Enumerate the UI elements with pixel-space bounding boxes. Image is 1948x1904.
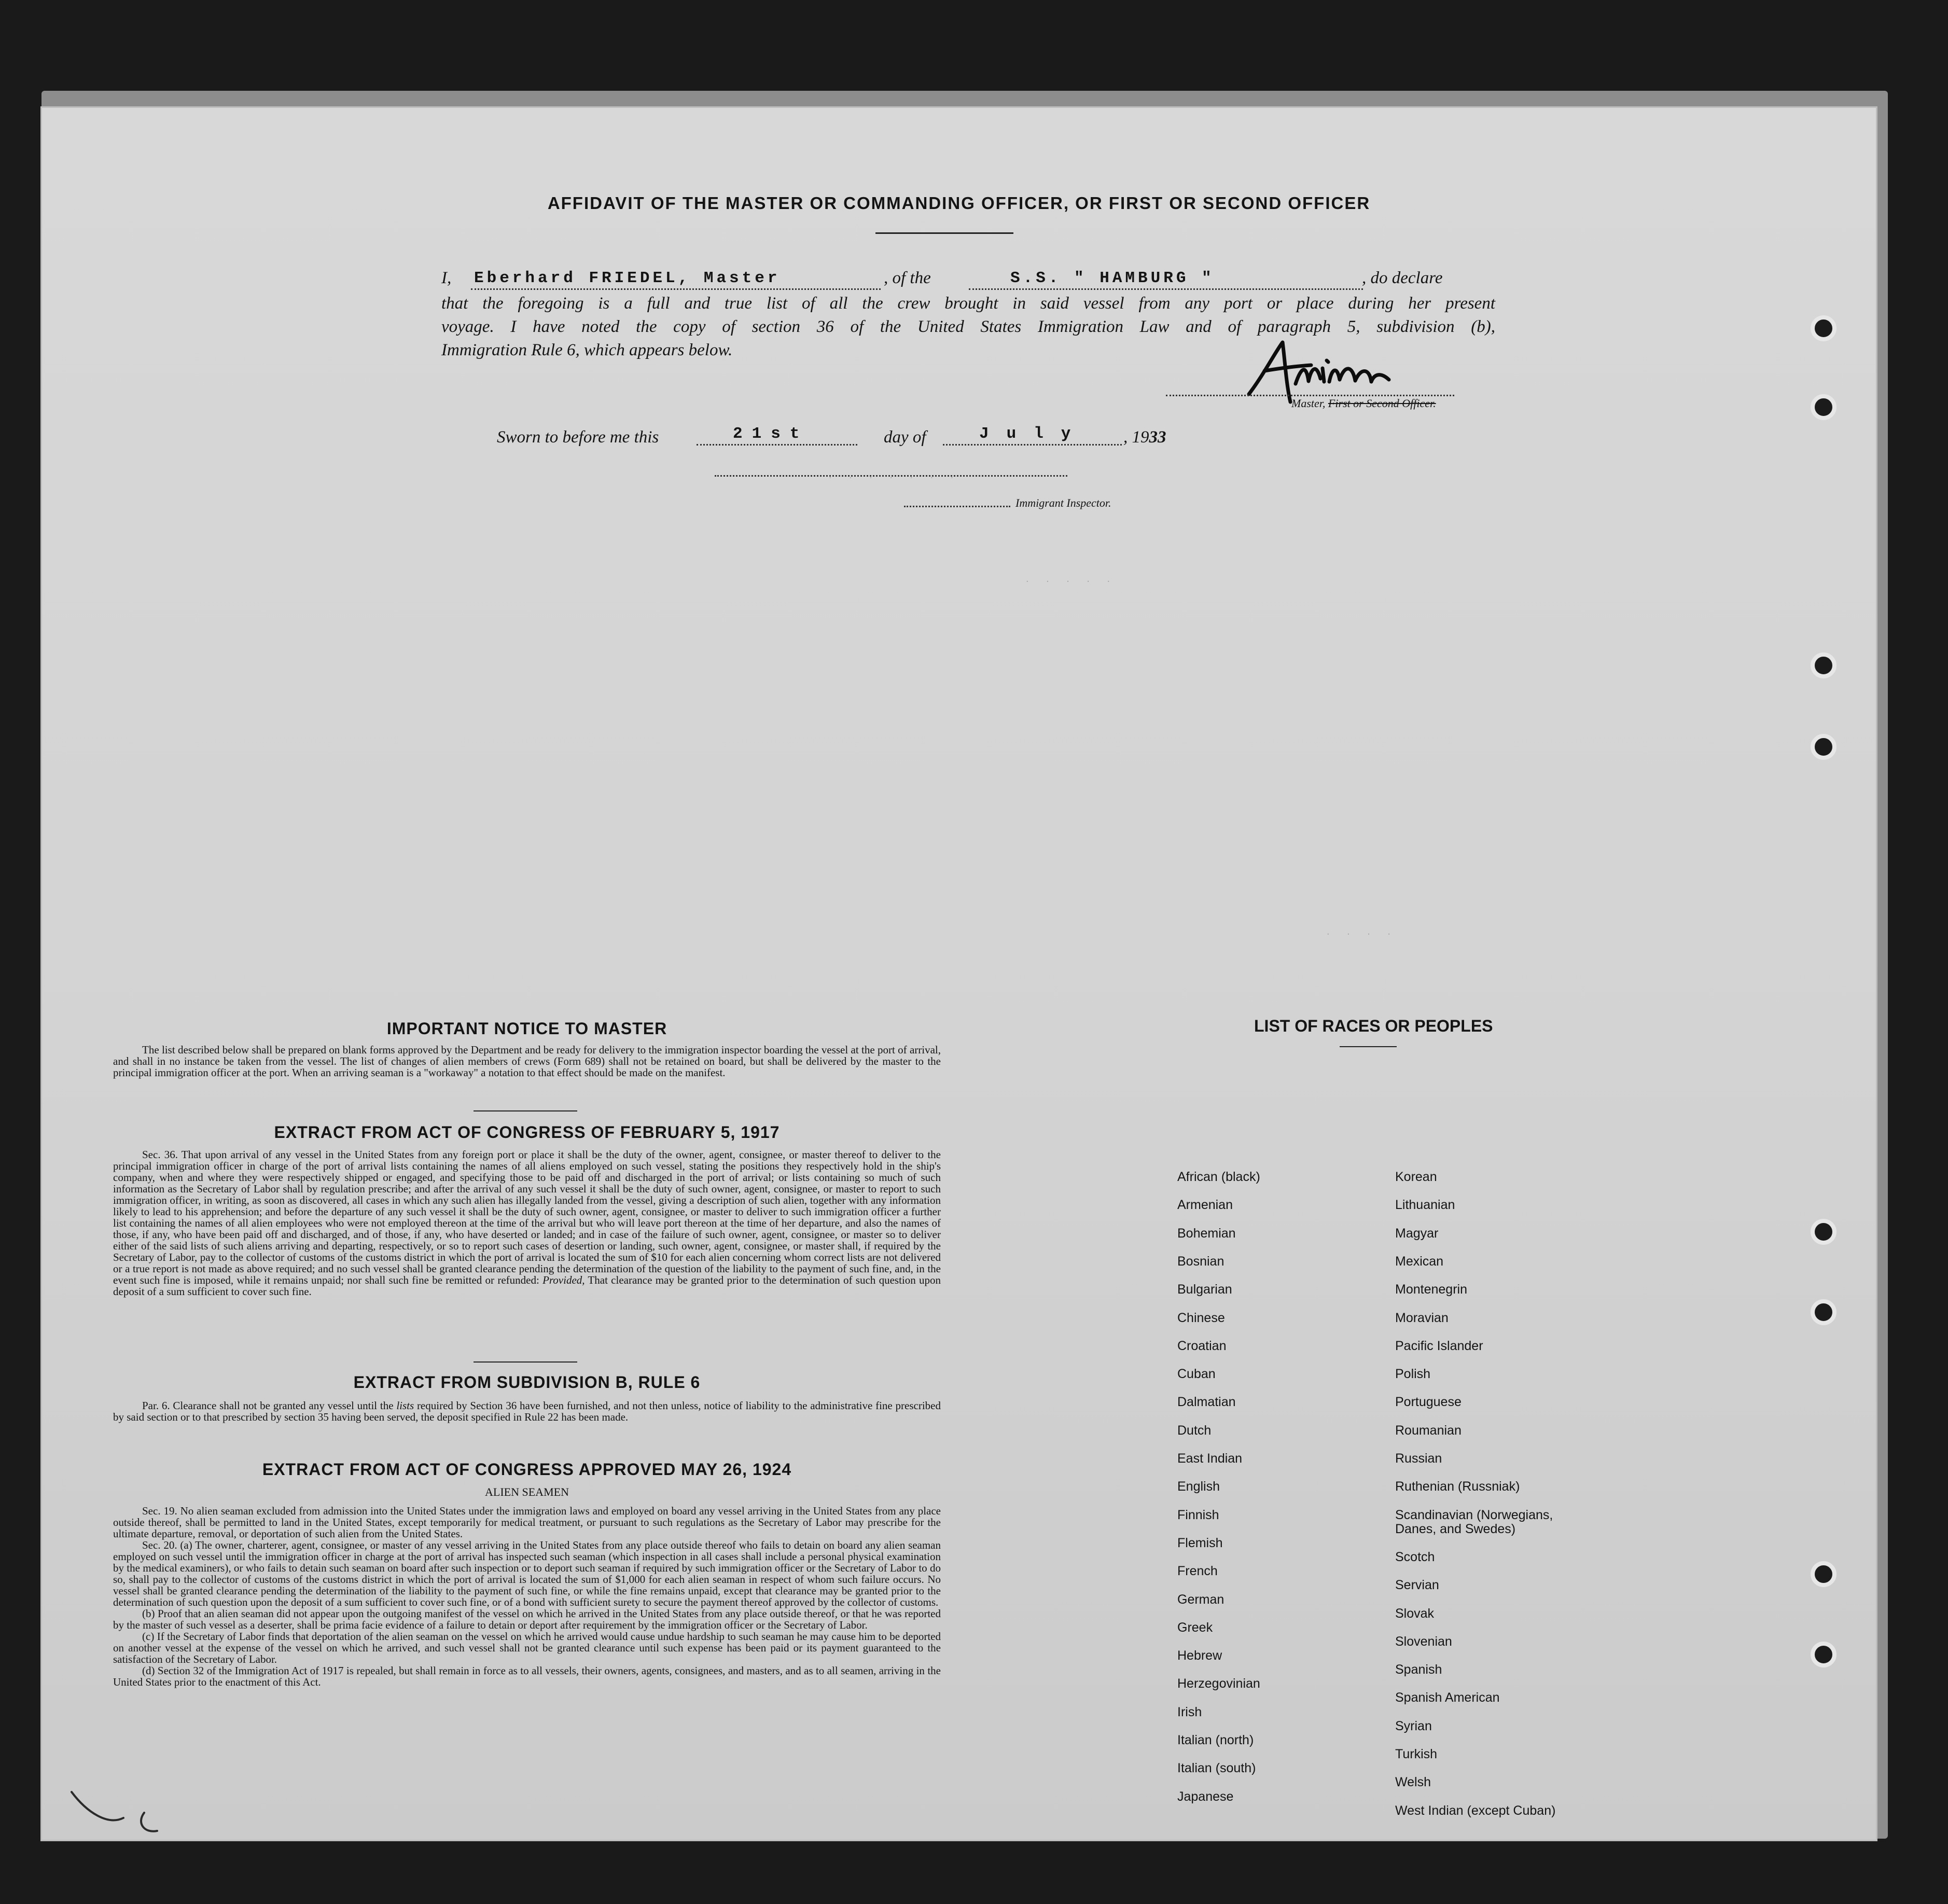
extract-1917-text-a: Sec. 36. That upon arrival of any vessel in the United States from any foreign port or place it shall be the duty of the owner, agent, consignee, or master thereof to deliver to the principal immigration officer in charge of the port of arrival lists containing the names of all aliens employed on such vessel, stating the positions they respectively hold in the ship's company, when and where they were respectively shipped or engaged, and specifying those to be paid off and discharged in the port of arrival; or lists containing so much of such information as the Secretary of Labor shall by regulation prescribe; and after the arrival of any such vessel it shall be the duty of such owner, agent, consignee, or master to report to such immigration officer, in writing, as soon as discovered, all cases in which any such alien has illegally landed from the vessel, giving a description of such alien, together with any information likely to lead to his apprehension; and before the departure of any such vessel it shall be the duty of such owner, agent, consignee, or master to deliver to such immigration officer a further list containing the names of all alien employees who were not employed thereon at the time of the arrival but who will leave port thereon at the time of her departure, and also the names of those, if any, who have been paid off and discharged, and of those, if any, who have deserted or landed; and in case of the failure of such owner, agent, consignee, or master so to deliver either of the said lists of such aliens arriving and departing, respectively, or so to report such cases of desertion or landing, such owner, agent, consignee, or master shall, if required by the Secretary of Labor, pay to the collector of customs of the customs district in which the port of arrival is located the sum of $10 for each alien concerning whom correct lists are not delivered or a true report is not made as above required; and no such vessel shall be granted clearance pending the determination of the question of the liability to the payment of such fine, and, in the event such fine is imposed, while it remains unpaid; nor shall such fine be remitted or refunded: [113, 1148, 941, 1286]
race-item: Russian [1395, 1451, 1442, 1466]
affidavit-text-line: Immigration Rule 6, which appears below. [441, 341, 733, 359]
year-prefix: , 19 [1123, 428, 1149, 447]
affidavit-prefix: I, [441, 269, 452, 287]
day-of-label: day of [884, 428, 926, 447]
race-item: Japanese [1177, 1789, 1234, 1804]
pencil-mark [66, 1782, 180, 1839]
binder-hole [1811, 394, 1836, 420]
extract-1917-text [113, 1149, 941, 1297]
race-item: Roumanian [1395, 1423, 1462, 1438]
extract-1924-paragraph: (d) Section 32 of the Immigration Act of 1917 is repealed, but shall remain in force as to all vessels, their owners, agents, consignees, and masters, and as to all seamen, arriving in the United States prior to the enactment of this Act. [113, 1664, 941, 1688]
sworn-month-value: July [979, 425, 1089, 443]
race-item: Spanish American [1395, 1690, 1500, 1705]
race-item: Italian (south) [1177, 1761, 1256, 1776]
race-item: West Indian (except Cuban) [1395, 1803, 1556, 1818]
race-item: Bosnian [1177, 1254, 1225, 1269]
race-item: French [1177, 1564, 1218, 1579]
rule6-text-a: Par. 6. Clearance shall not be granted any vessel until the [142, 1399, 397, 1412]
bleed-through-mark: . . . . . [1026, 573, 1118, 585]
race-item: Syrian [1395, 1718, 1432, 1733]
race-item: Greek [1177, 1620, 1213, 1635]
binder-hole [1811, 1642, 1836, 1667]
sworn-label: Sworn to before me this [497, 428, 659, 447]
master-name-value: Eberhard FRIEDEL, Master [474, 269, 781, 287]
signature-caption-master: Master, [1291, 397, 1326, 410]
section-divider [474, 1110, 577, 1111]
binder-hole [1811, 652, 1836, 678]
races-title-rule [1340, 1046, 1397, 1047]
race-item: Portuguese [1395, 1395, 1462, 1410]
race-item: Servian [1395, 1578, 1439, 1593]
bleed-through-mark: . . . . . . . [829, 469, 961, 481]
race-item: Turkish [1395, 1747, 1438, 1761]
inspector-signature-line [904, 506, 1010, 507]
section-divider [474, 1361, 577, 1363]
binder-hole [1811, 315, 1836, 341]
extract-1924-paragraph: Sec. 20. (a) The owner, charterer, agent, consignee, or master of any vessel arriving in the United States from any place outside thereof who fails to detain on board any alien seaman employed on such vessel until the immigration officer in charge at the port of arrival has inspected such seaman (which inspection in all cases shall include a personal physical examination by the medical examiners), or who fails to detain such seaman on board after such inspection or to deport such seaman if required by such immigration officer or the Secretary of Labor to do so, shall pay to the collector of customs of the customs district in which the port of arrival is located the sum of $1,000 for each alien seaman in respect of whom such failure occurs. No vessel shall be granted clearance pending the determination of the liability to the payment of such fine, or while the fine remains unpaid, except that clearance may be granted prior to the determination of such question upon the deposit of a sum sufficient to cover such fine, or of a bond with sufficient surety to secure the payment thereof approved by the collector of customs. [113, 1539, 941, 1608]
title-underline [875, 232, 1013, 234]
race-item: Montenegrin [1395, 1282, 1467, 1297]
race-item: Welsh [1395, 1775, 1431, 1790]
race-item: Flemish [1177, 1535, 1223, 1550]
master-name-line [471, 288, 881, 290]
extract-1924-title: EXTRACT FROM ACT OF CONGRESS APPROVED MAY 26, 1924 [262, 1460, 792, 1479]
race-item: Scandinavian (Norwegians, [1395, 1507, 1553, 1522]
notice-paragraph: The list described below shall be prepared on blank forms approved by the Department and be ready for delivery to the immigration inspector boarding the vessel at the port of arrival, and shall in no instance be taken from the vessel. The list of changes of alien members of crews (Form 689) shall not be retained on board, but shall be delivered by the master to the principal immigration officer at the port. When an arriving seaman is a "workaway" a notation to that effect should be made on the manifest. [113, 1044, 941, 1079]
race-item: Moravian [1395, 1310, 1449, 1325]
race-item: English [1177, 1479, 1220, 1494]
sworn-year [1123, 428, 1166, 447]
extract-1924-paragraph: (b) Proof that an alien seaman did not appear upon the outgoing manifest of the vessel on which he arrived in the United States from any place outside thereof, or that he was reported by the master of such vessel as a deserter, shall be prima facie evidence of a failure to detain or deport after requirement by the immigration officer or the Secretary of Labor. [113, 1607, 941, 1631]
race-item: Irish [1177, 1704, 1202, 1719]
race-item: Bulgarian [1177, 1282, 1232, 1297]
binder-hole [1811, 734, 1836, 760]
race-item: Dalmatian [1177, 1395, 1236, 1410]
sworn-month-line [943, 444, 1122, 446]
extract-1924-paragraph: Sec. 19. No alien seaman excluded from admission into the United States under the immigration laws and employed on board any vessel arriving in the United States from any place outside thereof, shall be permitted to land in the United States, except temporarily for medical treatment, or pursuant to such regulations as the Secretary of Labor may prescribe for the ultimate departure, removal, or deportation of such alien from the United States. [113, 1505, 941, 1540]
race-item: Pacific Islander [1395, 1338, 1483, 1353]
race-item: Mexican [1395, 1254, 1444, 1269]
extract-1924-paragraph: (c) If the Secretary of Labor finds that deportation of the alien seaman on the vessel on which he arrived would cause undue hardship to such seaman he may cause him to be deported on another vessel at the expense of the vessel on which he arrived, and such vessel shall not be granted clearance until such expense has been paid or its payment guaranteed to the satisfaction of the Secretary of Labor. [113, 1630, 941, 1665]
inspector-stamp-line [715, 475, 1067, 477]
year-value: 33 [1149, 428, 1166, 447]
race-item: Bohemian [1177, 1226, 1236, 1241]
do-declare-label: , do declare [1362, 269, 1443, 287]
race-item: Lithuanian [1395, 1198, 1455, 1213]
sworn-day-value: 21st [733, 425, 809, 443]
race-item: Ruthenian (Russniak) [1395, 1479, 1520, 1494]
race-item: Magyar [1395, 1226, 1439, 1241]
vessel-name-line [969, 288, 1363, 290]
race-item: Hebrew [1177, 1648, 1222, 1663]
affidavit-text-line: that the foregoing is a full and true list of all the crew brought in said vessel from any port or place during her present [441, 294, 1495, 313]
extract-1917-title: EXTRACT FROM ACT OF CONGRESS OF FEBRUARY 5, 1917 [274, 1123, 780, 1142]
extract-1917-provided: Provided, [542, 1274, 585, 1286]
rule6-lists: lists [396, 1399, 414, 1412]
race-item: Cuban [1177, 1367, 1216, 1382]
signature-caption-struck: First or Second Officer. [1328, 397, 1436, 410]
race-item: Polish [1395, 1367, 1431, 1382]
race-item: Chinese [1177, 1310, 1225, 1325]
of-the-label: , of the [884, 269, 931, 287]
bleed-through-mark: . . . . [1327, 926, 1398, 937]
page-title: AFFIDAVIT OF THE MASTER OR COMMANDING OFFICER, OR FIRST OR SECOND OFFICER [547, 193, 1371, 213]
race-item: Croatian [1177, 1338, 1227, 1353]
race-item: Dutch [1177, 1423, 1212, 1438]
extract-1924-subtitle: ALIEN SEAMEN [485, 1485, 569, 1498]
notice-title: IMPORTANT NOTICE TO MASTER [386, 1019, 667, 1038]
races-title: LIST OF RACES OR PEOPLES [1254, 1017, 1493, 1035]
rule6-title: EXTRACT FROM SUBDIVISION B, RULE 6 [353, 1373, 701, 1392]
extract-1917-text-b: That clearance may be granted prior to the determination of such question upon deposit of a sum sufficient to cover such fine. [113, 1274, 941, 1298]
sworn-day-line [697, 444, 857, 446]
notice-text [113, 1044, 941, 1078]
binder-hole [1811, 1219, 1836, 1245]
race-item: Italian (north) [1177, 1733, 1254, 1747]
binder-hole [1811, 1561, 1836, 1587]
race-item: German [1177, 1592, 1225, 1607]
signature-line [1166, 395, 1454, 396]
race-item: Slovenian [1395, 1634, 1452, 1649]
race-item: Scotch [1395, 1549, 1435, 1564]
inspector-label: Immigrant Inspector. [1015, 496, 1111, 509]
race-item: Herzegovinian [1177, 1676, 1260, 1691]
race-item: Spanish [1395, 1662, 1442, 1677]
extract-1924-text [113, 1505, 941, 1688]
race-item: Danes, and Swedes) [1395, 1521, 1516, 1536]
affidavit-text-line: voyage. I have noted the copy of section 36 of the United States Immigration Law and of paragraph 5, subdivision (b), [441, 317, 1495, 336]
race-item: Finnish [1177, 1507, 1219, 1522]
race-item: Armenian [1177, 1198, 1233, 1213]
race-item: Slovak [1395, 1606, 1435, 1621]
vessel-name-value: S.S. " HAMBURG " [1010, 269, 1215, 287]
binder-hole [1811, 1299, 1836, 1325]
rule6-text [113, 1400, 941, 1423]
signature-caption [1291, 397, 1436, 410]
race-item: East Indian [1177, 1451, 1243, 1466]
rule6-text-b: required by Section 36 have been furnished, and not then unless, notice of liability to the administrative fine prescribed by said section or to that prescribed by section 35 having been served, the deposit specified in Rule 22 has been made. [113, 1399, 941, 1423]
race-item: African (black) [1177, 1170, 1260, 1184]
race-item: Korean [1395, 1170, 1437, 1184]
form-page [40, 106, 1877, 1841]
